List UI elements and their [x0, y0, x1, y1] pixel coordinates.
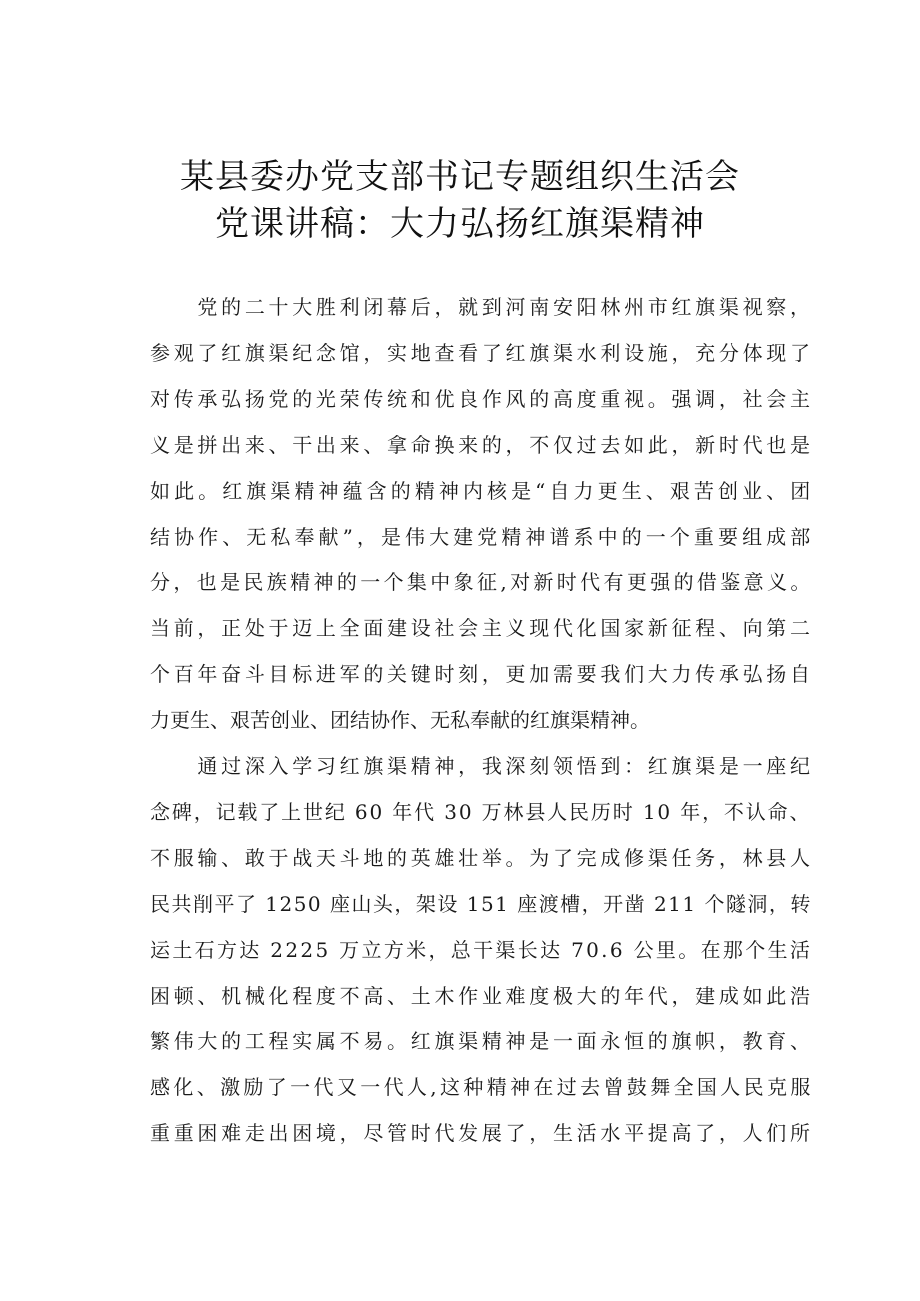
body-line: 当前，正处于迈上全面建设社会主义现代化国家新征程、向第二: [150, 616, 814, 641]
body-line: 通过深入学习红旗渠精神，我深刻领悟到：红旗渠是一座纪: [150, 754, 814, 778]
body-line: 如此。红旗渠精神蕴含的精神内核是“自力更生、艰苦创业、团: [150, 478, 815, 503]
body-line: 感化、激励了一代又一代人,这种精神在过去曾鼓舞全国人民克服: [150, 1075, 814, 1100]
body-line: 不服输、敢于战天斗地的英雄壮举。为了完成修渠任务，林县人: [150, 845, 814, 870]
body-line: 对传承弘扬党的光荣传统和优良作风的高度重视。强调，社会主: [150, 386, 814, 411]
body-line: 分，也是民族精神的一个集中象征,对新时代有更强的借鉴意义。: [150, 570, 814, 595]
body-line: 个百年奋斗目标进军的关键时刻，更加需要我们大力传承弘扬自: [150, 662, 814, 687]
document-title-line-1: 某县委办党支部书记专题组织生活会: [180, 157, 740, 197]
body-line: 力更生、艰苦创业、团结协作、无私奉献的红旗渠精神。: [150, 708, 650, 733]
body-line: 重重困难走出困境，尽管时代发展了，生活水平提高了，人们所: [150, 1121, 814, 1146]
body-line: 运土石方达 2225 万立方米，总干渠长达 70.6 公里。在那个生活: [150, 937, 813, 962]
document-title-line-2: 党课讲稿：大力弘扬红旗渠精神: [215, 204, 705, 244]
body-line: 参观了红旗渠纪念馆，实地查看了红旗渠水利设施，充分体现了: [150, 340, 814, 365]
body-line: 繁伟大的工程实属不易。红旗渠精神是一面永恒的旗帜，教育、: [150, 1029, 814, 1054]
body-line: 念碑，记载了上世纪 60 年代 30 万林县人民历时 10 年，不认命、: [150, 799, 812, 824]
body-line: 党的二十大胜利闭幕后，就到河南安阳林州市红旗渠视察，: [150, 295, 814, 319]
body-line: 义是拼出来、干出来、拿命换来的，不仅过去如此，新时代也是: [150, 432, 814, 457]
body-line: 结协作、无私奉献”，是伟大建党精神谱系中的一个重要组成部: [150, 524, 815, 549]
body-line: 困顿、机械化程度不高、土木作业难度极大的年代，建成如此浩: [150, 983, 814, 1008]
body-line: 民共削平了 1250 座山头，架设 151 座渡槽，开凿 211 个隧洞，转: [150, 891, 812, 916]
